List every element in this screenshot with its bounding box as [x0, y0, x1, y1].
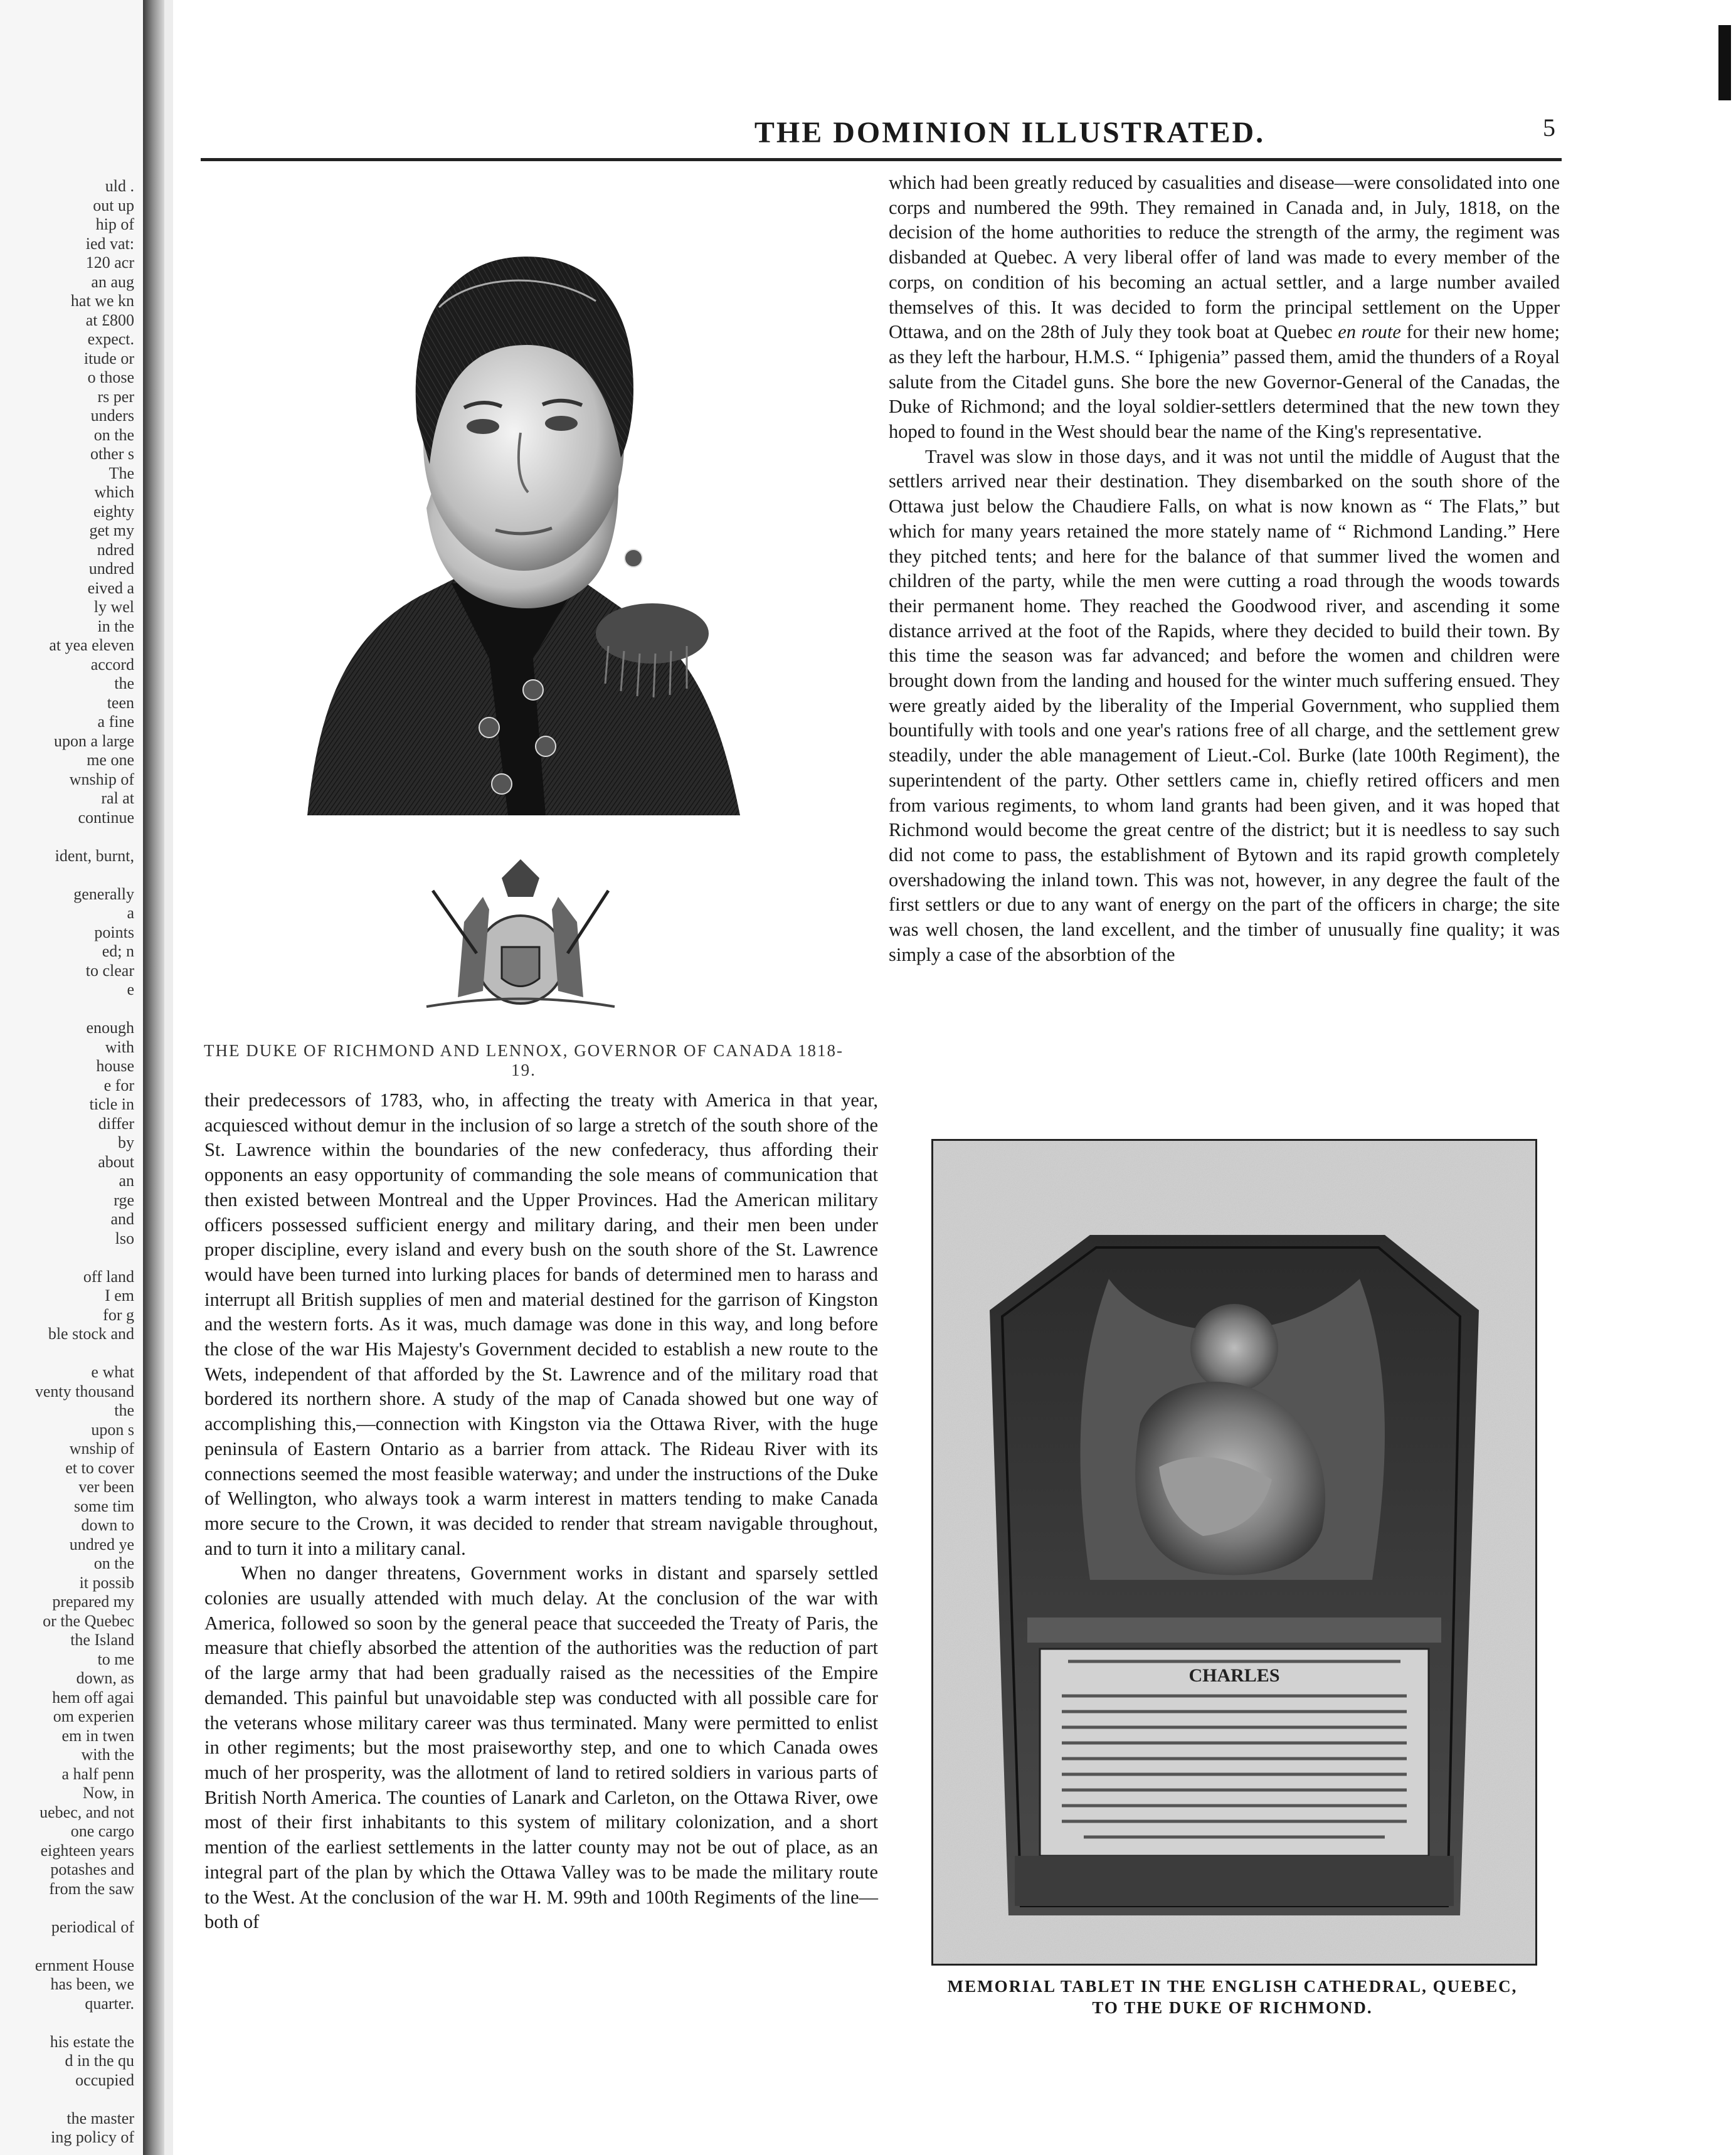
- page-number: 5: [1543, 114, 1555, 142]
- bleed-line: ver been: [78, 1478, 134, 1496]
- bleed-line: one cargo: [70, 1822, 134, 1840]
- bleed-line: other s: [90, 445, 134, 463]
- bleed-line: down, as: [76, 1669, 134, 1687]
- bleed-line: house: [96, 1057, 134, 1075]
- bleed-line: d in the qu: [65, 2052, 134, 2070]
- bleed-line: accord: [90, 655, 134, 674]
- bleed-line: to me: [97, 1649, 134, 1668]
- bleed-line: em in twen: [61, 1726, 134, 1745]
- running-head: [201, 107, 1568, 157]
- bleed-line: points: [94, 923, 134, 941]
- bleed-line: by: [118, 1133, 134, 1152]
- memorial-tablet-image: [933, 1141, 1535, 1964]
- bleed-line: om experien: [53, 1707, 134, 1725]
- bleed-line: Now, in: [82, 1784, 134, 1802]
- bleed-line: or the Quebec: [43, 1611, 134, 1630]
- bleed-line: eighty: [93, 502, 134, 521]
- binding-shadow: [164, 0, 173, 2155]
- bleed-line: quarter.: [85, 1994, 134, 2013]
- coat-of-arms-icon: [389, 853, 652, 1016]
- duke-portrait-engraving: [282, 182, 759, 828]
- bleed-line: for g: [103, 1305, 134, 1324]
- portrait-caption: THE DUKE OF RICHMOND AND LENNOX, GOVERNOR OF CANADA 1818-19.: [203, 1041, 844, 1079]
- paragraph-text: for their new home; as they left the harbour, H.M.S. “ Iphigenia” passed them, amid the thunders of a Royal salute from the Citadel guns. She bore the new Governor-General of the Canadas, the Duke of Richmond; and the loyal soldier-settlers determined that the new town they hoped to found in the West should bear the name of the King's representative.: [889, 321, 1560, 443]
- bleed-line: me one: [87, 751, 134, 769]
- bleed-line: wnship of: [69, 1439, 134, 1458]
- bleed-line: lso: [115, 1229, 134, 1247]
- bleed-line: ral at: [101, 789, 134, 807]
- bleed-line: hem off agai: [52, 1688, 134, 1707]
- memorial-tablet-photo: [931, 1139, 1537, 1966]
- bleed-line: ndred: [97, 540, 134, 559]
- paragraph: Travel was slow in those days, and it was not until the middle of August that the settlers arrived near their destination. They disembarked on the south shore of the Ottawa just below the Chaudiere Falls, on what is now known as “ The Flats,” but which for many years retained the more stately name of “ Richmond Landing.” Here they pitched tents; and here for the balance of that summer lived the women and children of the party, while the men were cutting a road through the woods towards their permanent home. They reached the Goodwood river, and ascending it some distance arrived at the foot of the Rapids, where they decided to build their town. By this time the season was far advanced; and before the women and children were brought down from the landing and housed for the winter much suffering ensued. They were greatly aided by the liberality of the Imperial Government, who supplied them bountifully with tools and one year's rations free of all charge, and the settlement grew steadily, under the able management of Lieut.-Col. Burke (late 100th Regiment), the superintendent of the party. Other settlers came in, chiefly retired officers and men from various regiments, to whom land grants had been given, and it was hoped that Richmond would become the great centre of the district; but it is needless to say such did not come to pass, the establishment of Bytown and its rapid growth completely overshadowing the inland town. This was not, however, in any degree the fault of the first settlers or due to any want of energy on the part of the officers in charge; the site was well chosen, the land excellent, and the timber of unusually fine quality; it was simply a case of the absorbtion of the: [889, 445, 1560, 965]
- bleed-line: et to cover: [65, 1458, 134, 1477]
- bleed-line: uld .: [105, 177, 134, 195]
- bleed-line: expect.: [87, 330, 134, 348]
- bleed-line: the: [114, 674, 134, 692]
- bleed-line: out up: [93, 196, 134, 214]
- bleed-line: at £800: [85, 310, 134, 329]
- bleed-line: get my: [89, 521, 134, 539]
- bleed-line: uebec, and not: [40, 1803, 134, 1821]
- bleed-line: about: [98, 1152, 134, 1171]
- italic-phrase: en route: [1338, 321, 1401, 343]
- bleed-line: enough: [86, 1019, 134, 1037]
- bleed-line: on the: [93, 425, 134, 444]
- bleed-line: eighteen years: [40, 1841, 134, 1860]
- bleed-line: ed; n: [102, 942, 134, 960]
- bleed-line: wnship of: [69, 770, 134, 788]
- bleed-line: prepared my: [52, 1592, 134, 1611]
- bleed-line: and: [110, 1210, 134, 1228]
- portrait-figure: [201, 182, 847, 1085]
- bleed-line: the Island: [70, 1631, 134, 1649]
- bleed-line: from the saw: [49, 1879, 134, 1898]
- article-column-left: [204, 1088, 878, 1935]
- bleed-line: The: [109, 463, 134, 482]
- bleed-line: a: [127, 904, 134, 922]
- bleed-line: at yea eleven: [49, 636, 134, 654]
- bleed-line: rge: [114, 1190, 134, 1209]
- bleed-line: to clear: [85, 961, 134, 980]
- bleed-line: unders: [90, 406, 134, 425]
- bleed-line: with: [105, 1037, 134, 1056]
- article-column-right: [889, 171, 1560, 968]
- bleed-line: 120 acr: [85, 253, 134, 272]
- bleed-line: eived a: [87, 578, 134, 597]
- bleed-line: periodical of: [51, 1917, 134, 1936]
- bleed-line: occupied: [75, 2070, 134, 2089]
- bleed-line: potashes and: [50, 1860, 134, 1878]
- bleed-line: rs per: [97, 387, 134, 406]
- paragraph: [889, 171, 1560, 445]
- bleed-line: the master: [66, 2109, 134, 2127]
- bleed-line: o those: [87, 368, 134, 386]
- running-title: THE DOMINION ILLUSTRATED.: [754, 116, 1266, 149]
- bleed-line: differ: [98, 1114, 134, 1133]
- bleed-line: itude or: [83, 349, 134, 368]
- bleed-line: I em: [105, 1286, 134, 1305]
- bleed-line: e what: [91, 1363, 134, 1381]
- bleed-line: a half penn: [61, 1764, 134, 1783]
- tablet-caption: MEMORIAL TABLET IN THE ENGLISH CATHEDRAL, QUEBEC, TO THE DUKE OF RICHMOND.: [947, 1977, 1518, 2017]
- bleed-line: ing policy of: [51, 2128, 134, 2146]
- bleed-line: generally: [73, 884, 134, 903]
- binding-gutter: [143, 0, 164, 2155]
- header-rule: [201, 158, 1562, 161]
- bleed-line: on the: [93, 1554, 134, 1572]
- bleed-line: e: [127, 980, 134, 998]
- bleed-line: ernment House: [34, 1956, 134, 1974]
- bleed-line: the: [114, 1401, 134, 1419]
- bleed-line: it possib: [79, 1573, 134, 1592]
- bleed-line: an aug: [91, 272, 134, 291]
- bleed-line: hat we kn: [70, 292, 134, 310]
- bleed-line: undred: [88, 559, 134, 578]
- bleed-line: off land: [83, 1267, 134, 1286]
- bleed-line: ident, burnt,: [55, 846, 134, 865]
- previous-page-bleed: [0, 0, 157, 2155]
- bleed-line: ied vat:: [85, 234, 134, 253]
- bleed-line: venty thousand: [34, 1382, 134, 1400]
- bleed-line: in the: [97, 617, 134, 635]
- bleed-line: his estate the: [50, 2032, 134, 2051]
- bleed-line: e for: [103, 1076, 134, 1094]
- bleed-line: undred ye: [69, 1535, 134, 1554]
- bleed-line: with the: [81, 1745, 134, 1764]
- bleed-line: down to: [81, 1516, 134, 1534]
- bleed-line: some tim: [73, 1496, 134, 1515]
- paragraph: When no danger threatens, Government works in distant and sparsely settled colonies are usually attended with much delay. At the conclusion of the war with America, followed so soon by the general peace that succeeded the Treaty of Paris, the measure that chiefly absorbed the attention of the authorities was the reduction of part of the large army that had been gradually raised as the necessities of the Empire demanded. This painful but unavoidable step was conducted with all possible care for the veterans whose military career was thus terminated. Many were permitted to enlist in other regiments; but the most praiseworthy step, and one to which Canada owes much of her prosperity, was the allotment of land to retired soldiers in various parts of British North America. The counties of Lanark and Carleton, on the Ottawa River, owe most of their first inhabitants to this system of military colonization, and a short mention of the earliest settlements in the latter county may not be out of place, as an integral part of the plan by which the Ottawa Valley was to be made the military route to the West. At the conclusion of the war H. M. 99th and 100th Regiments of the line—both of: [204, 1562, 878, 1933]
- bleed-line: ly wel: [93, 598, 134, 616]
- bleed-line: which: [94, 483, 134, 501]
- bleed-line: a fine: [97, 712, 134, 731]
- paragraph-text: which had been greatly reduced by casualities and disease—were consolidated into one corps and numbered the 99th. They remained in Canada and, in July, 1818, on the decision of the home authorities to reduce the strength of the army, the regiment was disbanded at Quebec. A very liberal offer of land was made to every member of the corps, on condition of his becoming an actual settler, and a large number availed themselves of this. It was decided to form the principal settlement on the Upper Ottawa, and on the 28th of July they took boat at Quebec: [889, 172, 1560, 343]
- inscription-title: CHARLES: [1188, 1665, 1280, 1686]
- bleed-line: ticle in: [89, 1095, 134, 1113]
- edge-mark: [1718, 25, 1731, 100]
- bleed-line: continue: [78, 808, 134, 827]
- bleed-line: teen: [107, 693, 134, 712]
- bleed-line: has been, we: [50, 1975, 134, 1993]
- bleed-line: an: [119, 1172, 134, 1190]
- bleed-line: ble stock and: [48, 1325, 134, 1343]
- bleed-line: upon a large: [53, 731, 134, 750]
- bleed-line: upon s: [91, 1420, 134, 1439]
- paragraph: their predecessors of 1783, who, in affecting the treaty with America in that year, acquiesced without demur in the inclusion of so large a stretch of the south shore of the St. Lawrence within the boundaries of the new confederacy, thus affording their opponents an easy opportunity of commanding the sole means of communication that then existed between Montreal and the Upper Provinces. Had the American military officers possessed sufficient energy and military daring, and their men been under proper discipline, every island and every bush on the south shore of the St. Lawrence would have been turned into lurking places for bands of determined men to harass and interrupt all British supplies of men and material destined for the garrison of Kingston and the western forts. As it was, much damage was done in this way, and long before the close of the war His Majesty's Government decided to establish a new route to the Wets, independent of that afforded by the St. Lawrence and of the military road that bordered its northern shore. A study of the map of Canada showed but one way of accomplishing this,—connection with Kingston via the Ottawa River, with the huge peninsula of Eastern Ontario as a barrier from attack. The Rideau River with its connections seemed the most feasible waterway; and under the instructions of the Duke of Wellington, who always took a warm interest in matters tending to make Canada more secure to the Crown, it was decided to render that stream navigable throughout, and to turn it into a military canal.: [204, 1089, 878, 1559]
- bleed-line: hip of: [95, 215, 134, 233]
